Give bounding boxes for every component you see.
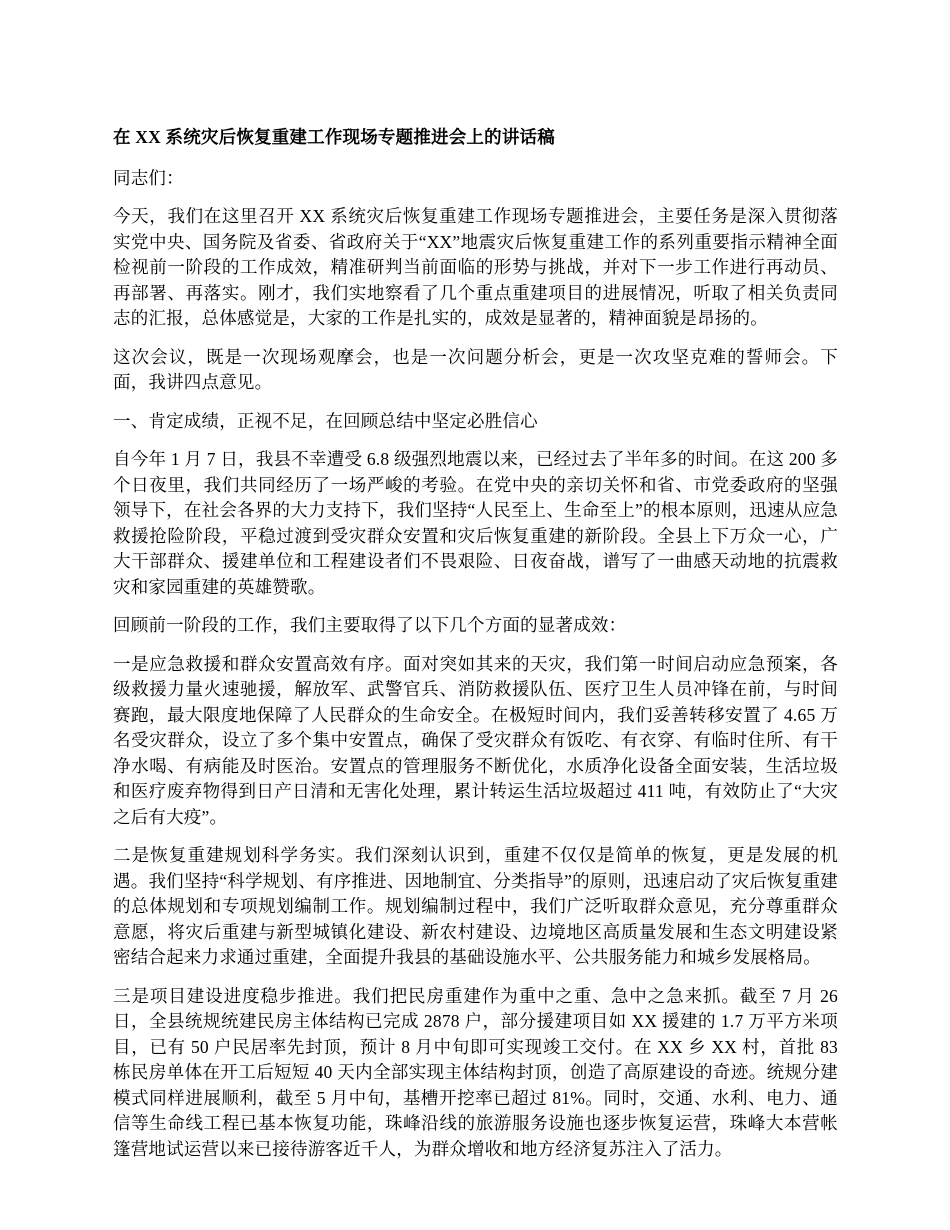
paragraph-meeting-nature: 这次会议，既是一次现场观摩会，也是一次问题分析会，更是一次攻坚克难的誓师会。下面，我讲四点意见。 — [113, 346, 838, 392]
paragraph-achievement-2-planning: 二是恢复重建规划科学务实。我们深刻认识到，重建不仅仅是简单的恢复，更是发展的机遇。我们坚持“科学规划、有序推进、因地制宜、分类指导”的原则，迅速启动了灾后恢复重建的总体规划和专项规划编制工作。规划编制过程中，我们广泛听取群众意见，充分尊重群众意愿，将灾后重建与新型城镇化建设、新农村建设、边境地区高质量发展和生态文明建设紧密结合起来力求通过重建，全面提升我县的基础设施水平、公共服务能力和城乡发展格局。 — [113, 845, 838, 967]
paragraph-achievement-3-projects: 三是项目建设进度稳步推进。我们把民房重建作为重中之重、急中之急来抓。截至 7 月 26 日，全县统规统建民房主体结构已完成 2878 户，部分援建项目如 XX 援建的 1.7 万平方米项目，已有 50 户民居率先封顶，预计 8 月中旬即可实现竣工交付。在 XX 乡 XX 村，首批 83 栋民房单体在开工后短短 40 天内全部实现主体结构封顶，创造了高原建设的奇迹。统规分建模式同样进展顺利，截至 5 月中旬，基槽开挖率已超过 81%。同时，交通、水利、电力、通信等生命线工程已基本恢复功能，珠峰沿线的旅游服务设施也逐步恢复运营，珠峰大本营帐篷营地试运营以来已接待游客近千人，为群众增收和地方经济复苏注入了活力。 — [113, 985, 838, 1159]
paragraph-achievements-lead-in: 回顾前一阶段的工作，我们主要取得了以下几个方面的显著成效： — [113, 615, 627, 635]
section-1-heading: 一、肯定成绩，正视不足，在回顾总结中坚定必胜信心 — [113, 410, 538, 431]
paragraph-meeting-intro: 今天，我们在这里召开 XX 系统灾后恢复重建工作现场专题推进会，主要任务是深入贯彻落实党中央、国务院及省委、省政府关于“XX”地震灾后恢复重建工作的系列重要指示精神全面检视前一阶段的工作成效，精准研判当前面临的形势与挑战，并对下一步工作进行再动员、再部署、再落实。刚才，我们实地察看了几个重点重建项目的进展情况，听取了相关负责同志的汇报，总体感觉是，大家的工作是扎实的，成效是显著的，精神面貌是昂扬的。 — [113, 206, 838, 328]
paragraph-achievement-1-rescue: 一是应急救援和群众安置高效有序。面对突如其来的天灾，我们第一时间启动应急预案，各级救援力量火速驰援，解放军、武警官兵、消防救援队伍、医疗卫生人员冲锋在前，与时间赛跑，最大限度地保障了人民群众的生命安全。在极短时间内，我们妥善转移安置了 4.65 万名受灾群众，设立了多个集中安置点，确保了受灾群众有饭吃、有衣穿、有临时住所、有干净水喝、有病能及时医治。安置点的管理服务不断优化，水质净化设备全面安装，生活垃圾和医疗废弃物得到日产日清和无害化处理，累计转运生活垃圾超过 411 吨，有效防止了“大灾之后有大疫”。 — [113, 653, 838, 827]
paragraph-earthquake-review: 自今年 1 月 7 日，我县不幸遭受 6.8 级强烈地震以来，已经过去了半年多的时间。在这 200 多个日夜里，我们共同经历了一场严峻的考验。在党中央的亲切关怀和省、市党委政府的坚强领导下，在社会各界的大力支持下，我们坚持“人民至上、生命至上”的根本原则，迅速从应急救援抢险阶段，平稳过渡到受灾群众安置和灾后恢复重建的新阶段。全县上下万众一心，广大干部群众、援建单位和工程建设者们不畏艰险、日夜奋战，谱写了一曲感天动地的抗震救灾和家园重建的英雄赞歌。 — [113, 449, 838, 597]
document-title: 在 XX 系统灾后恢复重建工作现场专题推进会上的讲话稿 — [113, 127, 555, 147]
salutation: 同志们： — [113, 167, 184, 188]
